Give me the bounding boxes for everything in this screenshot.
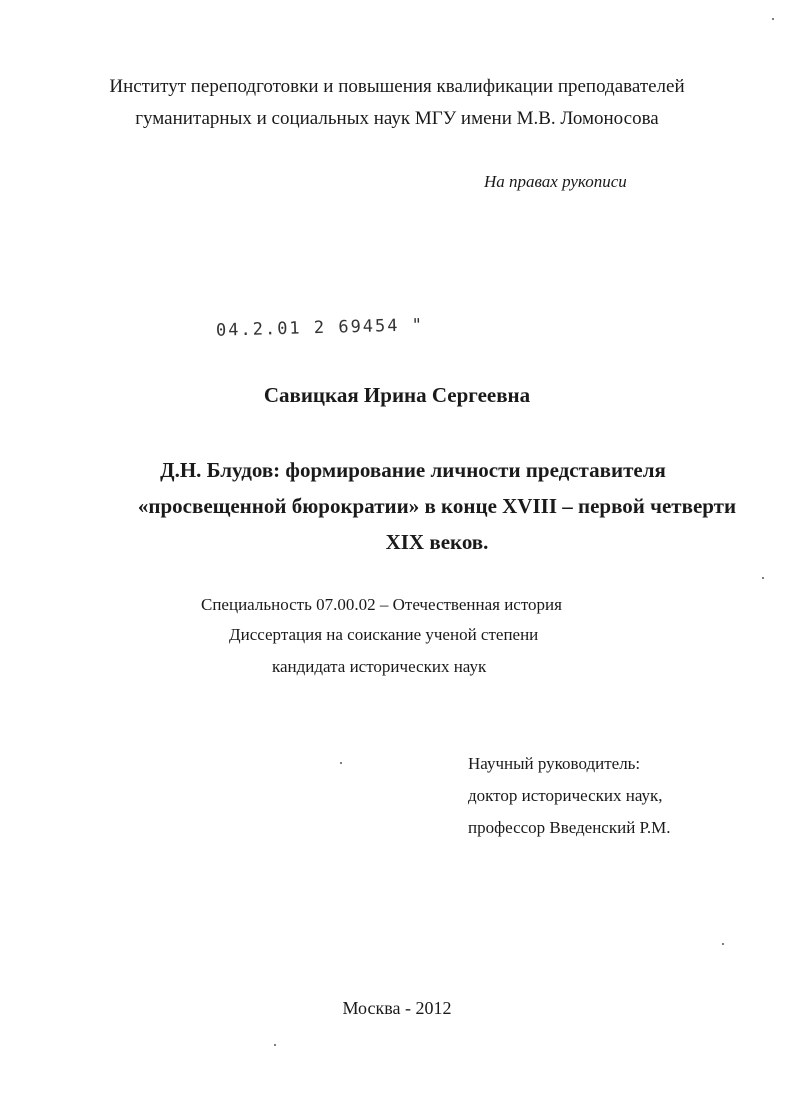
degree-line: Диссертация на соискание ученой степени [229,625,539,644]
city-year: Москва - 2012 [342,998,452,1018]
supervisor-heading: Научный руководитель: [468,754,641,773]
degree-type-line: кандидата исторических наук [272,657,487,676]
scan-speck [722,943,724,945]
institution-line-2: гуманитарных и социальных наук МГУ имени М.В. Ломоносова [135,108,659,129]
dissertation-title-line-1: Д.Н. Блудов: формирование личности представителя [160,458,666,482]
scan-speck [340,762,342,764]
dissertation-title-line-3: XIX веков. [385,530,489,554]
scan-speck [772,18,774,20]
institution-line-1: Институт переподготовки и повышения квалификации преподавателей [109,76,685,97]
author-name: Савицкая Ирина Сергеевна [263,383,531,407]
rights-note: На правах рукописи [484,172,627,191]
supervisor-name: профессор Введенский Р.М. [468,818,671,837]
specialty-line: Специальность 07.00.02 – Отечественная история [201,595,562,614]
dissertation-title-line-2: «просвещенной бюрократии» в конце XVIII – первой четверти [137,494,737,518]
scan-speck [274,1044,276,1046]
supervisor-degree: доктор исторических наук, [468,786,663,805]
library-stamp-number: 04.2.01 2 69454 " [215,315,425,341]
scan-speck [762,577,764,579]
